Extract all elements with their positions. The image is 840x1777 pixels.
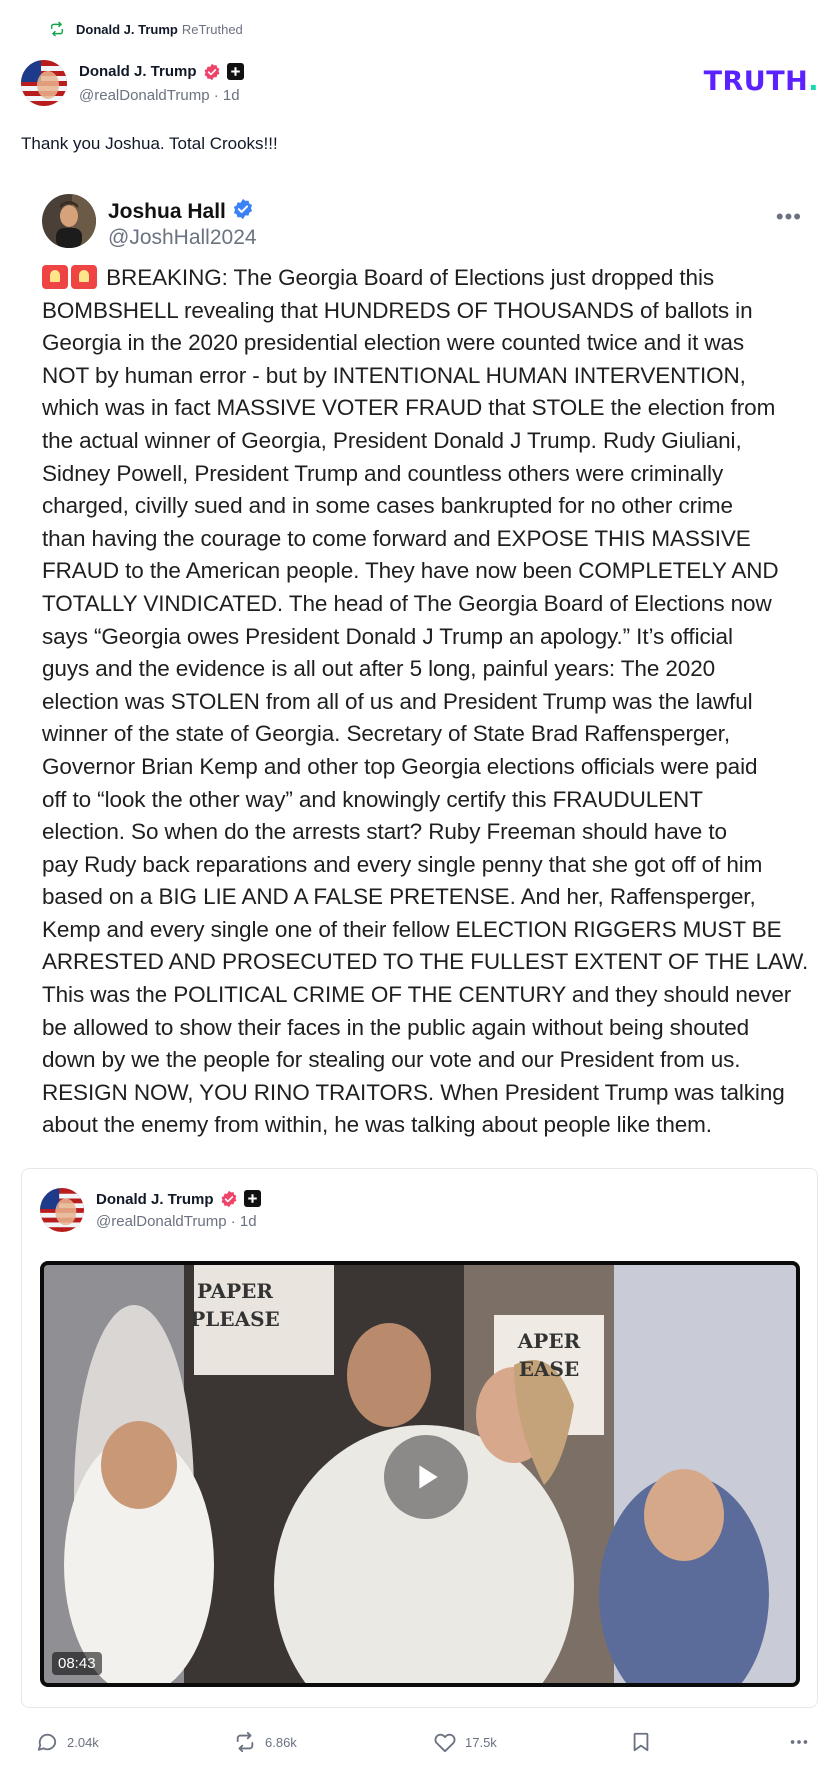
quoted-verified-icon [232, 198, 254, 226]
embedded-post-header [40, 1187, 262, 1233]
author-block [79, 63, 245, 104]
plus-badge-icon [244, 1190, 262, 1208]
sign-right: APER EASE [517, 1329, 581, 1381]
video-player[interactable] [40, 1261, 800, 1687]
retruth-icon [234, 1731, 256, 1753]
avatar[interactable] [21, 60, 67, 106]
plus-badge-icon [227, 63, 245, 81]
action-bar [36, 1727, 818, 1757]
retruth-button[interactable] [234, 1731, 297, 1753]
retruth-bar [48, 18, 243, 40]
embedded-post-card[interactable] [21, 1168, 818, 1708]
siren-icon [42, 265, 68, 289]
video-duration: 08:43 [52, 1652, 102, 1675]
truth-logo-text: TRUTH [703, 66, 809, 97]
retruth-icon [48, 20, 66, 38]
play-icon [406, 1457, 446, 1497]
like-button[interactable] [434, 1731, 497, 1753]
verified-icon [220, 1190, 238, 1208]
reply-count: 2.04k [67, 1734, 99, 1750]
quoted-author-name-row [108, 198, 254, 226]
embedded-avatar[interactable] [40, 1188, 84, 1232]
truth-logo[interactable] [704, 66, 819, 97]
reply-button[interactable] [36, 1731, 99, 1753]
embedded-author-meta: @realDonaldTrump · 1d [96, 1213, 257, 1230]
like-count: 17.5k [465, 1734, 497, 1750]
retruth-user-name[interactable]: Donald J. Trump [76, 21, 178, 37]
retruth-count: 6.86k [265, 1734, 297, 1750]
comment-icon [36, 1731, 58, 1753]
embedded-author-block [96, 1190, 262, 1230]
post-text: Thank you Joshua. Total Crooks!!! [21, 134, 278, 153]
quoted-post-header [42, 192, 802, 252]
post-header [21, 58, 819, 108]
more-options-button[interactable] [788, 1731, 810, 1753]
more-icon [788, 1731, 810, 1753]
play-button[interactable] [384, 1435, 468, 1519]
verified-icon [203, 63, 221, 81]
quoted-avatar [42, 194, 96, 248]
siren-icon [71, 265, 97, 289]
heart-icon [434, 1731, 456, 1753]
truth-logo-dot: . [808, 66, 819, 97]
quoted-post-body [42, 262, 812, 1142]
embedded-author-name[interactable]: Donald J. Trump [96, 1190, 214, 1208]
author-name[interactable]: Donald J. Trump [79, 63, 197, 80]
quoted-post-image[interactable] [22, 178, 818, 1148]
quoted-post-text: BREAKING: The Georgia Board of Elections just dropped this BOMBSHELL revealing that HUNDREDS OF THOUSANDS of ballots in Georgia in the 2020 presidential election were counted twice and it was NOT by human error - but by INTENTIONAL HUMAN INTERVENTION, which was in fact MASSIVE VOTER FRAUD that STOLE the election from the actual winner of Georgia, President Donald J Trump. Rudy Giuliani, Sidney Powell, President Trump and countless others were criminally charged, civilly sued and in some cases bankrupted for no other crime than having the courage to come forward and EXPOSE THIS MASSIVE FRAUD to the American people. They have now been COMPLETELY AND TOTALLY VINDICATED. The head of The Georgia Board of Elections now says “Georgia owes President Donald J Trump an apology.” It’s official guys and the evidence is all out after 5 long, painful years: The 2020 election was STOLEN from all of us and President Trump was the lawful winner of the state of Georgia. Secretary of State Brad Raffensperger, Governor Brian Kemp and other top Georgia elections officials were paid off to “look the other way” and knowingly certify this FRAUDULENT election. So when do the arrests start? Ruby Freeman should have to pay Rudy back reparations and every single penny that she got off of him based on a BIG LIE AND A FALSE PRETENSE. And her, Raffensperger, Kemp and every single one of their fellow ELECTION RIGGERS MUST BE ARRESTED AND PROSECUTED TO THE FULLEST EXTENT OF THE LAW. This was the POLITICAL CRIME OF THE CENTURY and they should never be allowed to show their faces in the public again without being shouted down by we the people for stealing our vote and our President from us. RESIGN NOW, YOU RINO TRAITORS. When President Trump was talking about the enemy from within, he was talking about people like them. [42, 265, 809, 1138]
bookmark-button[interactable] [630, 1731, 652, 1753]
retruth-label: ReTruthed [181, 21, 243, 37]
quoted-more-icon: ••• [775, 204, 802, 229]
quoted-author-handle: @JoshHall2024 [108, 226, 257, 249]
bookmark-icon [630, 1731, 652, 1753]
sign-left: PAPER PLEASE [190, 1279, 280, 1331]
quoted-author-name: Joshua Hall [108, 200, 226, 223]
author-meta: @realDonaldTrump · 1d [79, 86, 240, 104]
